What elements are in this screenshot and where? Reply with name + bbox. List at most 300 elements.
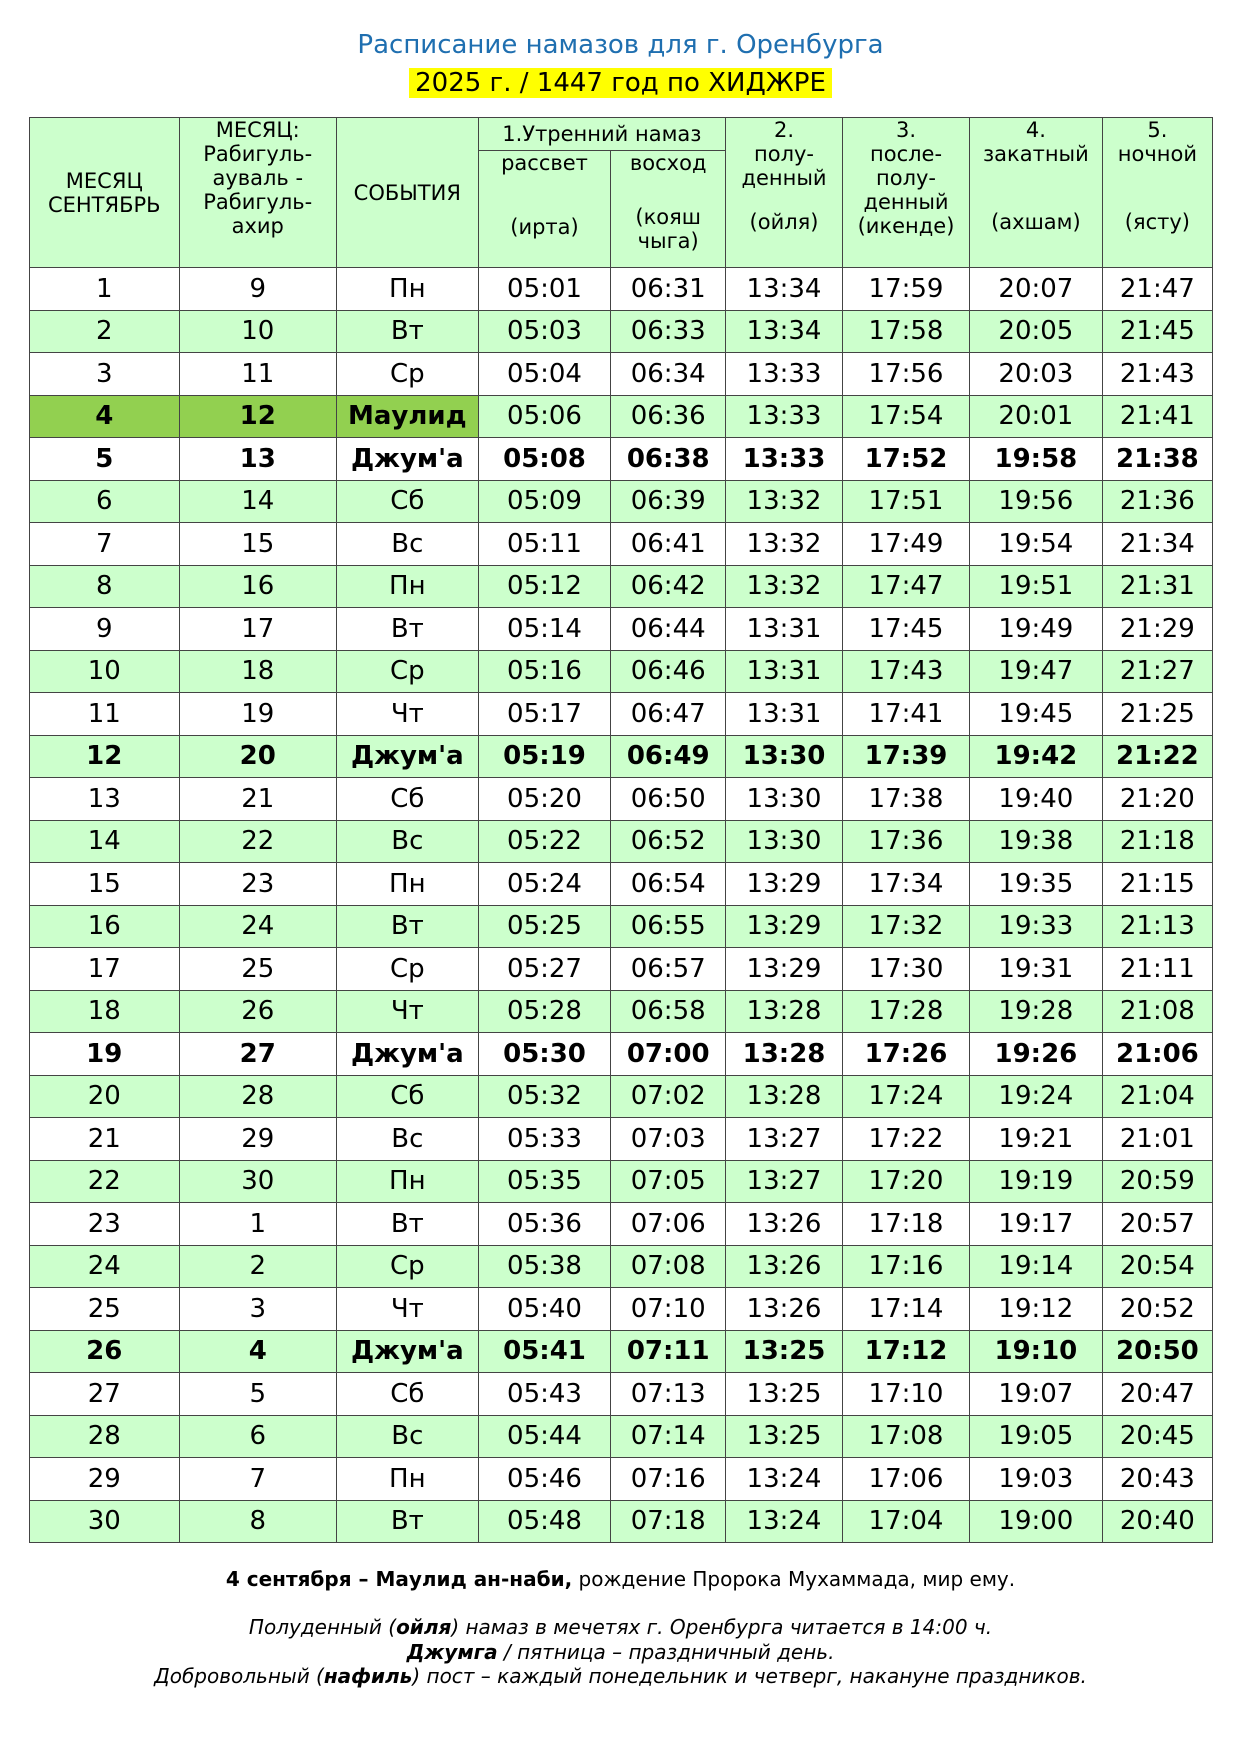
- cell-dawn: 05:09: [478, 480, 611, 523]
- cell-maghrib: 19:54: [970, 523, 1103, 566]
- cell-dawn: 05:48: [478, 1500, 611, 1543]
- cell-asr: 17:24: [842, 1075, 969, 1118]
- cell-dawn: 05:17: [478, 693, 611, 736]
- cell-day: 15: [30, 863, 180, 906]
- cell-event: Джум'а: [336, 1033, 478, 1076]
- cell-asr: 17:49: [842, 523, 969, 566]
- cell-isha: 21:20: [1102, 778, 1212, 821]
- cell-hijri-day: 20: [179, 735, 336, 778]
- cell-hijri-day: 30: [179, 1160, 336, 1203]
- cell-maghrib: 19:42: [970, 735, 1103, 778]
- cell-dhuhr: 13:24: [726, 1500, 843, 1543]
- cell-dawn: 05:25: [478, 905, 611, 948]
- cell-event: Вт: [336, 1203, 478, 1246]
- note-maulid: 4 сентября – Маулид ан-наби, рождение Пророка Мухаммада, мир ему.: [225, 1567, 1016, 1591]
- cell-dawn: 05:24: [478, 863, 611, 906]
- cell-hijri-day: 19: [179, 693, 336, 736]
- cell-maghrib: 19:07: [970, 1373, 1103, 1416]
- cell-maghrib: 19:40: [970, 778, 1103, 821]
- cell-event: Пн: [336, 268, 478, 311]
- cell-sunrise: 06:58: [611, 990, 726, 1033]
- cell-sunrise: 06:41: [611, 523, 726, 566]
- cell-day: 29: [30, 1458, 180, 1501]
- table-row: [30, 735, 1213, 778]
- cell-isha: 20:43: [1102, 1458, 1212, 1501]
- header-events: СОБЫТИЯ: [336, 118, 478, 268]
- cell-isha: 20:50: [1102, 1330, 1212, 1373]
- cell-dawn: 05:36: [478, 1203, 611, 1246]
- cell-dhuhr: 13:25: [726, 1330, 843, 1373]
- cell-sunrise: 06:36: [611, 395, 726, 438]
- cell-day: 19: [30, 1033, 180, 1076]
- table-row: [30, 1033, 1213, 1076]
- cell-maghrib: 19:26: [970, 1033, 1103, 1076]
- cell-dhuhr: 13:26: [726, 1203, 843, 1246]
- table-row: [30, 353, 1213, 396]
- table-row: [30, 1458, 1213, 1501]
- cell-isha: 21:36: [1102, 480, 1212, 523]
- cell-event: Чт: [336, 1288, 478, 1331]
- cell-day: 21: [30, 1118, 180, 1161]
- cell-dawn: 05:41: [478, 1330, 611, 1373]
- cell-day: 13: [30, 778, 180, 821]
- cell-maghrib: 19:21: [970, 1118, 1103, 1161]
- cell-maghrib: 19:00: [970, 1500, 1103, 1543]
- cell-hijri-day: 2: [179, 1245, 336, 1288]
- table-row: [30, 1288, 1213, 1331]
- cell-isha: 20:54: [1102, 1245, 1212, 1288]
- cell-maghrib: 19:35: [970, 863, 1103, 906]
- cell-event: Вс: [336, 1118, 478, 1161]
- cell-dhuhr: 13:28: [726, 1075, 843, 1118]
- table-row: [30, 1203, 1213, 1246]
- cell-isha: 20:45: [1102, 1415, 1212, 1458]
- table-row: [30, 480, 1213, 523]
- cell-maghrib: 20:07: [970, 268, 1103, 311]
- cell-sunrise: 06:39: [611, 480, 726, 523]
- cell-sunrise: 06:54: [611, 863, 726, 906]
- cell-isha: 21:41: [1102, 395, 1212, 438]
- cell-day: 23: [30, 1203, 180, 1246]
- cell-dhuhr: 13:24: [726, 1458, 843, 1501]
- cell-dawn: 05:19: [478, 735, 611, 778]
- cell-day: 1: [30, 268, 180, 311]
- cell-asr: 17:32: [842, 905, 969, 948]
- cell-isha: 21:13: [1102, 905, 1212, 948]
- cell-hijri-day: 23: [179, 863, 336, 906]
- cell-maghrib: 19:33: [970, 905, 1103, 948]
- cell-dhuhr: 13:34: [726, 310, 843, 353]
- cell-sunrise: 06:42: [611, 565, 726, 608]
- cell-dhuhr: 13:32: [726, 523, 843, 566]
- cell-maghrib: 19:14: [970, 1245, 1103, 1288]
- cell-dawn: 05:11: [478, 523, 611, 566]
- table-row: [30, 1245, 1213, 1288]
- cell-hijri-day: 28: [179, 1075, 336, 1118]
- prayer-schedule-table: [29, 117, 1213, 1543]
- cell-sunrise: 07:05: [611, 1160, 726, 1203]
- cell-hijri-day: 26: [179, 990, 336, 1033]
- header-hijri-month: МЕСЯЦ: Рабигуль- ауваль - Рабигуль- ахир: [179, 118, 336, 268]
- cell-isha: 20:40: [1102, 1500, 1212, 1543]
- cell-dawn: 05:04: [478, 353, 611, 396]
- cell-maghrib: 19:49: [970, 608, 1103, 651]
- table-row: [30, 310, 1213, 353]
- cell-day: 3: [30, 353, 180, 396]
- table-row: [30, 863, 1213, 906]
- cell-day: 28: [30, 1415, 180, 1458]
- cell-event: Пн: [336, 863, 478, 906]
- cell-event: Пн: [336, 565, 478, 608]
- page-title: Расписание намазов для г. Оренбурга: [357, 30, 884, 60]
- cell-asr: 17:59: [842, 268, 969, 311]
- cell-event: Вт: [336, 310, 478, 353]
- cell-asr: 17:39: [842, 735, 969, 778]
- cell-maghrib: 19:12: [970, 1288, 1103, 1331]
- cell-event: Вт: [336, 905, 478, 948]
- cell-asr: 17:20: [842, 1160, 969, 1203]
- cell-dhuhr: 13:31: [726, 693, 843, 736]
- header-dawn: рассвет (ирта): [478, 151, 611, 268]
- cell-asr: 17:06: [842, 1458, 969, 1501]
- cell-event: Ср: [336, 353, 478, 396]
- cell-event: Джум'а: [336, 438, 478, 481]
- cell-dhuhr: 13:30: [726, 820, 843, 863]
- cell-hijri-day: 3: [179, 1288, 336, 1331]
- cell-day: 2: [30, 310, 180, 353]
- header-fajr-group: 1.Утренний намаз: [478, 118, 725, 151]
- header-sunrise: восход (кояш чыга): [611, 151, 726, 268]
- cell-dhuhr: 13:25: [726, 1415, 843, 1458]
- cell-maghrib: 20:03: [970, 353, 1103, 396]
- cell-day: 10: [30, 650, 180, 693]
- cell-day: 25: [30, 1288, 180, 1331]
- cell-asr: 17:34: [842, 863, 969, 906]
- cell-hijri-day: 18: [179, 650, 336, 693]
- cell-asr: 17:58: [842, 310, 969, 353]
- cell-maghrib: 19:31: [970, 948, 1103, 991]
- note-jumga: Джумга / пятница – праздничный день.: [406, 1640, 835, 1664]
- cell-dhuhr: 13:29: [726, 948, 843, 991]
- cell-sunrise: 07:06: [611, 1203, 726, 1246]
- cell-asr: 17:10: [842, 1373, 969, 1416]
- table-row: [30, 1415, 1213, 1458]
- table-row: [30, 905, 1213, 948]
- cell-hijri-day: 12: [179, 395, 336, 438]
- cell-day: 14: [30, 820, 180, 863]
- cell-asr: 17:14: [842, 1288, 969, 1331]
- cell-sunrise: 07:16: [611, 1458, 726, 1501]
- cell-dhuhr: 13:25: [726, 1373, 843, 1416]
- cell-dhuhr: 13:33: [726, 438, 843, 481]
- cell-day: 24: [30, 1245, 180, 1288]
- table-row: [30, 778, 1213, 821]
- schedule-body: [30, 268, 1213, 1543]
- cell-isha: 21:34: [1102, 523, 1212, 566]
- table-row: [30, 1330, 1213, 1373]
- cell-isha: 21:08: [1102, 990, 1212, 1033]
- cell-hijri-day: 29: [179, 1118, 336, 1161]
- cell-dhuhr: 13:33: [726, 353, 843, 396]
- cell-sunrise: 07:13: [611, 1373, 726, 1416]
- cell-asr: 17:52: [842, 438, 969, 481]
- cell-sunrise: 06:50: [611, 778, 726, 821]
- cell-asr: 17:41: [842, 693, 969, 736]
- cell-day: 12: [30, 735, 180, 778]
- cell-event: Вс: [336, 523, 478, 566]
- header-asr: 3. после- полу- денный (икенде): [842, 118, 969, 268]
- cell-day: 4: [30, 395, 180, 438]
- cell-asr: 17:38: [842, 778, 969, 821]
- cell-day: 11: [30, 693, 180, 736]
- cell-dawn: 05:01: [478, 268, 611, 311]
- cell-hijri-day: 8: [179, 1500, 336, 1543]
- header-isha: 5. ночной (ясту): [1102, 118, 1212, 268]
- cell-event: Вс: [336, 1415, 478, 1458]
- cell-day: 26: [30, 1330, 180, 1373]
- header-month: МЕСЯЦ СЕНТЯБРЬ: [30, 118, 180, 268]
- cell-event: Джум'а: [336, 1330, 478, 1373]
- cell-sunrise: 06:55: [611, 905, 726, 948]
- cell-day: 30: [30, 1500, 180, 1543]
- cell-dawn: 05:33: [478, 1118, 611, 1161]
- cell-sunrise: 06:38: [611, 438, 726, 481]
- cell-dawn: 05:40: [478, 1288, 611, 1331]
- cell-dawn: 05:38: [478, 1245, 611, 1288]
- table-row: [30, 1075, 1213, 1118]
- cell-event: Вт: [336, 1500, 478, 1543]
- cell-dhuhr: 13:29: [726, 863, 843, 906]
- header-maghrib: 4. закатный (ахшам): [970, 118, 1103, 268]
- cell-sunrise: 07:10: [611, 1288, 726, 1331]
- cell-asr: 17:08: [842, 1415, 969, 1458]
- cell-maghrib: 19:19: [970, 1160, 1103, 1203]
- cell-dhuhr: 13:27: [726, 1160, 843, 1203]
- cell-asr: 17:26: [842, 1033, 969, 1076]
- cell-isha: 21:04: [1102, 1075, 1212, 1118]
- cell-isha: 21:22: [1102, 735, 1212, 778]
- cell-isha: 20:52: [1102, 1288, 1212, 1331]
- cell-hijri-day: 5: [179, 1373, 336, 1416]
- cell-sunrise: 07:02: [611, 1075, 726, 1118]
- table-row: [30, 1118, 1213, 1161]
- cell-maghrib: 19:10: [970, 1330, 1103, 1373]
- cell-dawn: 05:30: [478, 1033, 611, 1076]
- cell-asr: 17:28: [842, 990, 969, 1033]
- cell-dawn: 05:20: [478, 778, 611, 821]
- cell-hijri-day: 7: [179, 1458, 336, 1501]
- cell-hijri-day: 21: [179, 778, 336, 821]
- cell-sunrise: 06:34: [611, 353, 726, 396]
- cell-isha: 21:11: [1102, 948, 1212, 991]
- cell-dawn: 05:16: [478, 650, 611, 693]
- header-dhuhr: 2. полу- денный (ойля): [726, 118, 843, 268]
- cell-isha: 20:59: [1102, 1160, 1212, 1203]
- cell-hijri-day: 14: [179, 480, 336, 523]
- cell-asr: 17:45: [842, 608, 969, 651]
- cell-sunrise: 07:00: [611, 1033, 726, 1076]
- cell-dhuhr: 13:34: [726, 268, 843, 311]
- cell-day: 17: [30, 948, 180, 991]
- cell-isha: 21:29: [1102, 608, 1212, 651]
- cell-maghrib: 19:51: [970, 565, 1103, 608]
- cell-asr: 17:22: [842, 1118, 969, 1161]
- cell-isha: 21:25: [1102, 693, 1212, 736]
- cell-event: Джум'а: [336, 735, 478, 778]
- cell-day: 9: [30, 608, 180, 651]
- cell-dawn: 05:32: [478, 1075, 611, 1118]
- cell-day: 5: [30, 438, 180, 481]
- cell-dawn: 05:22: [478, 820, 611, 863]
- subtitle-wrap: [0, 68, 1241, 98]
- cell-maghrib: 19:45: [970, 693, 1103, 736]
- cell-sunrise: 06:52: [611, 820, 726, 863]
- table-row: [30, 1373, 1213, 1416]
- cell-event: Сб: [336, 1075, 478, 1118]
- cell-isha: 20:57: [1102, 1203, 1212, 1246]
- cell-hijri-day: 6: [179, 1415, 336, 1458]
- cell-dawn: 05:43: [478, 1373, 611, 1416]
- cell-dhuhr: 13:33: [726, 395, 843, 438]
- cell-dawn: 05:35: [478, 1160, 611, 1203]
- cell-isha: 21:31: [1102, 565, 1212, 608]
- cell-maghrib: 19:38: [970, 820, 1103, 863]
- table-row: [30, 1500, 1213, 1543]
- cell-dhuhr: 13:30: [726, 735, 843, 778]
- table-row: [30, 565, 1213, 608]
- cell-isha: 21:27: [1102, 650, 1212, 693]
- cell-hijri-day: 11: [179, 353, 336, 396]
- cell-hijri-day: 25: [179, 948, 336, 991]
- cell-isha: 21:06: [1102, 1033, 1212, 1076]
- cell-asr: 17:04: [842, 1500, 969, 1543]
- table-row: [30, 820, 1213, 863]
- table-row: [30, 990, 1213, 1033]
- cell-day: 18: [30, 990, 180, 1033]
- cell-asr: 17:36: [842, 820, 969, 863]
- cell-dawn: 05:06: [478, 395, 611, 438]
- cell-sunrise: 07:14: [611, 1415, 726, 1458]
- cell-dawn: 05:14: [478, 608, 611, 651]
- cell-isha: 21:18: [1102, 820, 1212, 863]
- cell-hijri-day: 27: [179, 1033, 336, 1076]
- cell-maghrib: 20:01: [970, 395, 1103, 438]
- cell-sunrise: 07:18: [611, 1500, 726, 1543]
- table-row: [30, 268, 1213, 311]
- cell-event: Чт: [336, 990, 478, 1033]
- cell-dawn: 05:28: [478, 990, 611, 1033]
- note-dhuhr: Полуденный (ойля) намаз в мечетях г. Оренбурга читается в 14:00 ч.: [248, 1615, 993, 1639]
- cell-dhuhr: 13:28: [726, 1033, 843, 1076]
- cell-maghrib: 19:17: [970, 1203, 1103, 1246]
- cell-maghrib: 19:05: [970, 1415, 1103, 1458]
- cell-dhuhr: 13:31: [726, 650, 843, 693]
- note-fasting: Добровольный (нафиль) пост – каждый понедельник и четверг, накануне праздников.: [154, 1664, 1087, 1688]
- cell-maghrib: 19:56: [970, 480, 1103, 523]
- cell-hijri-day: 15: [179, 523, 336, 566]
- cell-maghrib: 19:47: [970, 650, 1103, 693]
- cell-sunrise: 06:47: [611, 693, 726, 736]
- cell-sunrise: 06:46: [611, 650, 726, 693]
- cell-isha: 21:01: [1102, 1118, 1212, 1161]
- cell-day: 8: [30, 565, 180, 608]
- cell-hijri-day: 10: [179, 310, 336, 353]
- cell-day: 22: [30, 1160, 180, 1203]
- cell-event: Маулид: [336, 395, 478, 438]
- cell-event: Сб: [336, 1373, 478, 1416]
- cell-sunrise: 07:03: [611, 1118, 726, 1161]
- cell-hijri-day: 24: [179, 905, 336, 948]
- cell-day: 27: [30, 1373, 180, 1416]
- cell-dawn: 05:12: [478, 565, 611, 608]
- cell-event: Пн: [336, 1458, 478, 1501]
- cell-maghrib: 19:03: [970, 1458, 1103, 1501]
- table-row: [30, 650, 1213, 693]
- cell-dhuhr: 13:28: [726, 990, 843, 1033]
- cell-asr: 17:18: [842, 1203, 969, 1246]
- cell-dhuhr: 13:32: [726, 480, 843, 523]
- cell-hijri-day: 4: [179, 1330, 336, 1373]
- cell-dawn: 05:44: [478, 1415, 611, 1458]
- cell-sunrise: 06:31: [611, 268, 726, 311]
- table-row: [30, 438, 1213, 481]
- cell-day: 7: [30, 523, 180, 566]
- table-row: [30, 693, 1213, 736]
- cell-event: Сб: [336, 778, 478, 821]
- cell-hijri-day: 17: [179, 608, 336, 651]
- cell-maghrib: 19:28: [970, 990, 1103, 1033]
- cell-isha: 21:47: [1102, 268, 1212, 311]
- cell-hijri-day: 9: [179, 268, 336, 311]
- cell-event: Вт: [336, 608, 478, 651]
- page-subtitle: 2025 г. / 1447 год по ХИДЖРЕ: [409, 68, 832, 98]
- cell-event: Ср: [336, 650, 478, 693]
- cell-maghrib: 19:24: [970, 1075, 1103, 1118]
- cell-day: 20: [30, 1075, 180, 1118]
- cell-asr: 17:54: [842, 395, 969, 438]
- table-row: [30, 1160, 1213, 1203]
- cell-hijri-day: 22: [179, 820, 336, 863]
- cell-event: Пн: [336, 1160, 478, 1203]
- cell-asr: 17:12: [842, 1330, 969, 1373]
- cell-dhuhr: 13:27: [726, 1118, 843, 1161]
- cell-dhuhr: 13:32: [726, 565, 843, 608]
- cell-isha: 21:43: [1102, 353, 1212, 396]
- cell-dawn: 05:03: [478, 310, 611, 353]
- cell-maghrib: 20:05: [970, 310, 1103, 353]
- cell-dhuhr: 13:26: [726, 1288, 843, 1331]
- cell-asr: 17:47: [842, 565, 969, 608]
- cell-maghrib: 19:58: [970, 438, 1103, 481]
- cell-dhuhr: 13:29: [726, 905, 843, 948]
- cell-hijri-day: 16: [179, 565, 336, 608]
- cell-asr: 17:16: [842, 1245, 969, 1288]
- cell-dawn: 05:46: [478, 1458, 611, 1501]
- cell-dhuhr: 13:31: [726, 608, 843, 651]
- cell-event: Вс: [336, 820, 478, 863]
- cell-sunrise: 06:49: [611, 735, 726, 778]
- cell-event: Ср: [336, 1245, 478, 1288]
- cell-dawn: 05:08: [478, 438, 611, 481]
- cell-dhuhr: 13:26: [726, 1245, 843, 1288]
- cell-asr: 17:56: [842, 353, 969, 396]
- cell-asr: 17:43: [842, 650, 969, 693]
- cell-day: 6: [30, 480, 180, 523]
- cell-sunrise: 06:57: [611, 948, 726, 991]
- cell-dhuhr: 13:30: [726, 778, 843, 821]
- table-row: [30, 523, 1213, 566]
- cell-dawn: 05:27: [478, 948, 611, 991]
